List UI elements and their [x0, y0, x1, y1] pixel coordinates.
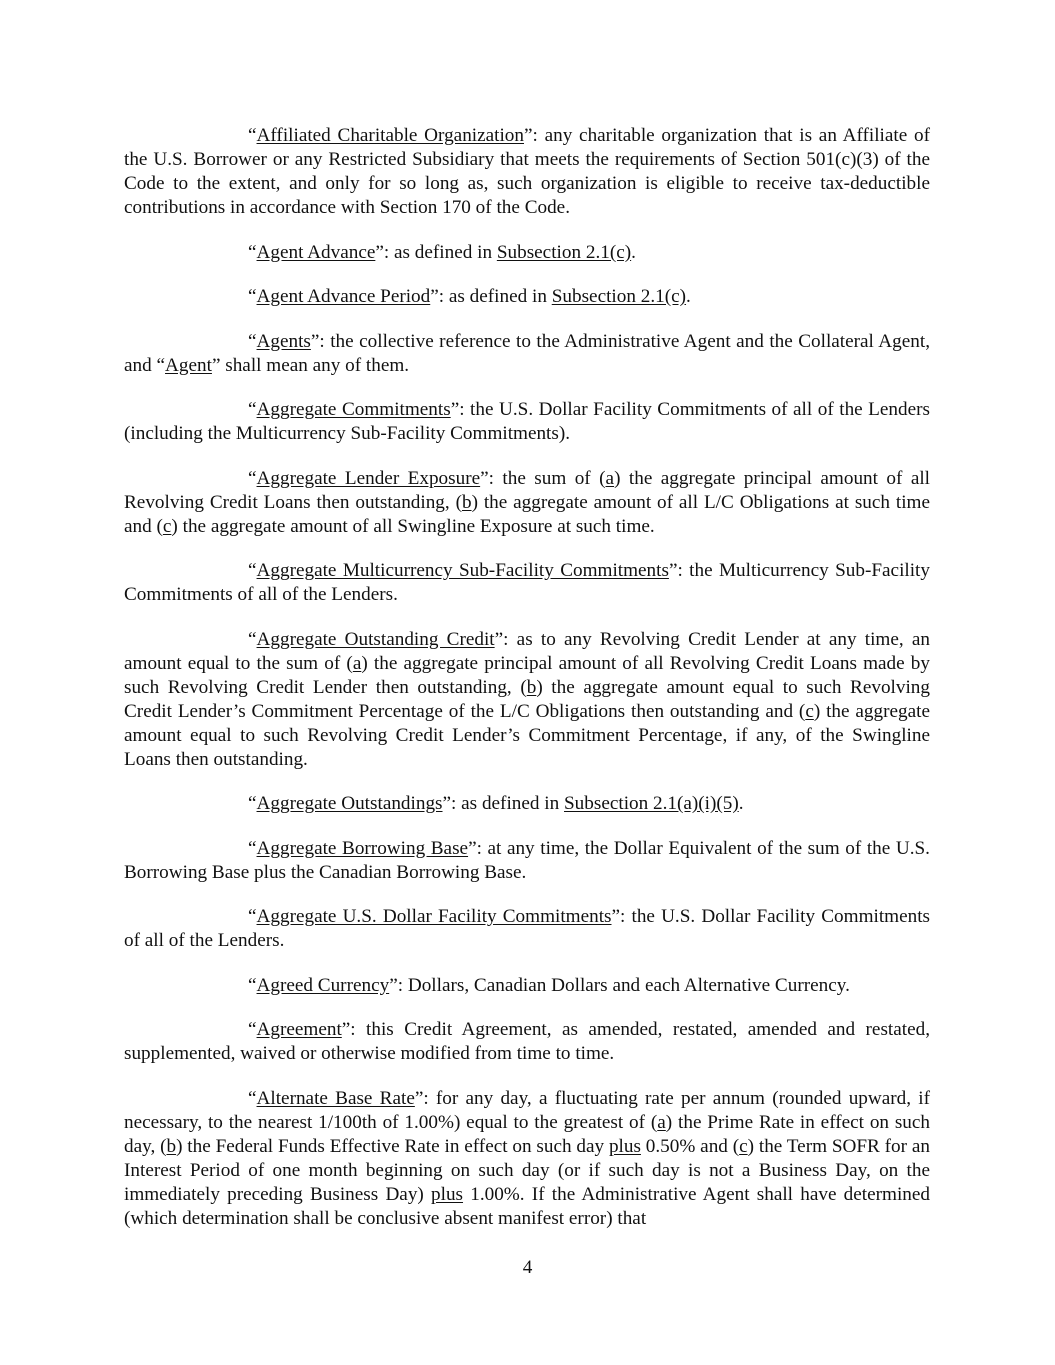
definition-aggregate-commitments: “Aggregate Commitments”: the U.S. Dollar Facility Commitments of all of the Lenders (including the Multicurrency Sub-Facility Commitments).: [124, 399, 930, 444]
definition-aggregate-lender-exposure: “Aggregate Lender Exposure”: the sum of (a) the aggregate principal amount of all Revolving Credit Loans then outstanding, (b) the aggregate amount of all L/C Obligations at such time and (c) the aggregate amount of all Swingline Exposure at such time.: [124, 467, 930, 537]
definition-agents: “Agents”: the collective reference to the Administrative Agent and the Collateral Agent, and “Agent” shall mean any of them.: [124, 330, 930, 376]
emphasis-plus: plus: [608, 1135, 641, 1157]
clause-letter: b: [166, 1135, 177, 1157]
document-page: [124, 124, 930, 1231]
defined-term: Aggregate Multicurrency Sub-Facility Commitments: [256, 560, 669, 581]
defined-term: Aggregate Outstanding Credit: [256, 628, 495, 650]
definition-affiliated-charitable-organization: “Affiliated Charitable Organization”: any charitable organization that is an Affiliate of the U.S. Borrower or any Restricted Subsidiary that meets the requirements of Section 501(c)(3) of the Code to the extent, and only for so long as, such organization is eligible to receive tax-deductible contributions in accordance with Section 170 of the Code.: [124, 125, 930, 218]
defined-term: Aggregate Lender Exposure: [256, 467, 481, 489]
defined-term: Alternate Base Rate: [256, 1087, 415, 1109]
clause-letter: a: [657, 1111, 666, 1133]
clause-letter: c: [805, 700, 814, 722]
definition-agreed-currency: “Agreed Currency”: Dollars, Canadian Dollars and each Alternative Currency.: [248, 974, 850, 996]
cross-reference: Subsection 2.1(a)(i)(5): [564, 793, 739, 814]
definition-aggregate-multicurrency-sub-facility-commitments: “Aggregate Multicurrency Sub-Facility Commitments”: the Multicurrency Sub-Facility Commitments of all of the Lenders.: [124, 560, 930, 605]
defined-term: Agent: [165, 354, 212, 376]
defined-term: Agent Advance Period: [256, 286, 431, 307]
defined-term: Aggregate Outstandings: [256, 793, 443, 814]
definition-alternate-base-rate: “Alternate Base Rate”: for any day, a fluctuating rate per annum (rounded upward, if necessary, to the nearest 1/100th of 1.00%) equal to the greatest of (a) the Prime Rate in effect on such day, (b) the Federal Funds Effective Rate in effect on such day plus 0.50% and (c) the Term SOFR for an Interest Period of one month beginning on such day (or if such day is not a Business Day, on the immediately preceding Business Day) plus 1.00%. If the Administrative Agent shall have determined (which determination shall be conclusive absent manifest error) that: [124, 1087, 931, 1229]
defined-term: Agent Advance: [256, 241, 376, 263]
defined-term: Agreed Currency: [256, 974, 390, 996]
defined-term: Aggregate U.S. Dollar Facility Commitments: [256, 906, 612, 927]
definition-agreement: “Agreement”: this Credit Agreement, as amended, restated, amended and restated, supplemented, waived or otherwise modified from time to time.: [124, 1019, 930, 1064]
defined-term: Affiliated Charitable Organization: [256, 125, 524, 146]
defined-term: Agreement: [256, 1019, 342, 1040]
definition-aggregate-us-dollar-facility-commitments: “Aggregate U.S. Dollar Facility Commitments”: the U.S. Dollar Facility Commitments of all of the Lenders.: [124, 906, 930, 951]
definition-aggregate-outstandings: “Aggregate Outstandings”: as defined in Subsection 2.1(a)(i)(5).: [248, 793, 744, 814]
defined-term: Aggregate Borrowing Base: [256, 837, 469, 859]
definition-aggregate-outstanding-credit: “Aggregate Outstanding Credit”: as to any Revolving Credit Lender at any time, an amount equal to the sum of (a) the aggregate principal amount of all Revolving Credit Loans made by such Revolving Credit Lender then outstanding, (b) the aggregate amount equal to such Revolving Credit Lender’s Commitment Percentage of the L/C Obligations then outstanding and (c) the aggregate amount equal to such Revolving Credit Lender’s Commitment Percentage, if any, of the Swingline Loans then outstanding.: [124, 628, 930, 770]
clause-letter: a: [605, 467, 615, 489]
defined-term: Agents: [256, 330, 311, 352]
defined-term: Aggregate Commitments: [256, 399, 451, 420]
clause-letter: c: [739, 1135, 748, 1157]
definition-agent-advance: “Agent Advance”: as defined in Subsection 2.1(c).: [248, 241, 636, 263]
page-number: 4: [522, 1257, 533, 1278]
emphasis-plus: plus: [431, 1183, 464, 1205]
definition-agent-advance-period: “Agent Advance Period”: as defined in Subsection 2.1(c).: [248, 286, 691, 307]
clause-letter: a: [352, 652, 362, 674]
clause-letter: b: [461, 491, 472, 513]
clause-letter: b: [526, 676, 537, 698]
clause-letter: c: [162, 515, 172, 537]
cross-reference: Subsection 2.1(c): [496, 241, 632, 263]
cross-reference: Subsection 2.1(c): [551, 286, 687, 307]
definition-aggregate-borrowing-base: “Aggregate Borrowing Base”: at any time, the Dollar Equivalent of the sum of the U.S. Borrowing Base plus the Canadian Borrowing Base.: [124, 837, 930, 883]
